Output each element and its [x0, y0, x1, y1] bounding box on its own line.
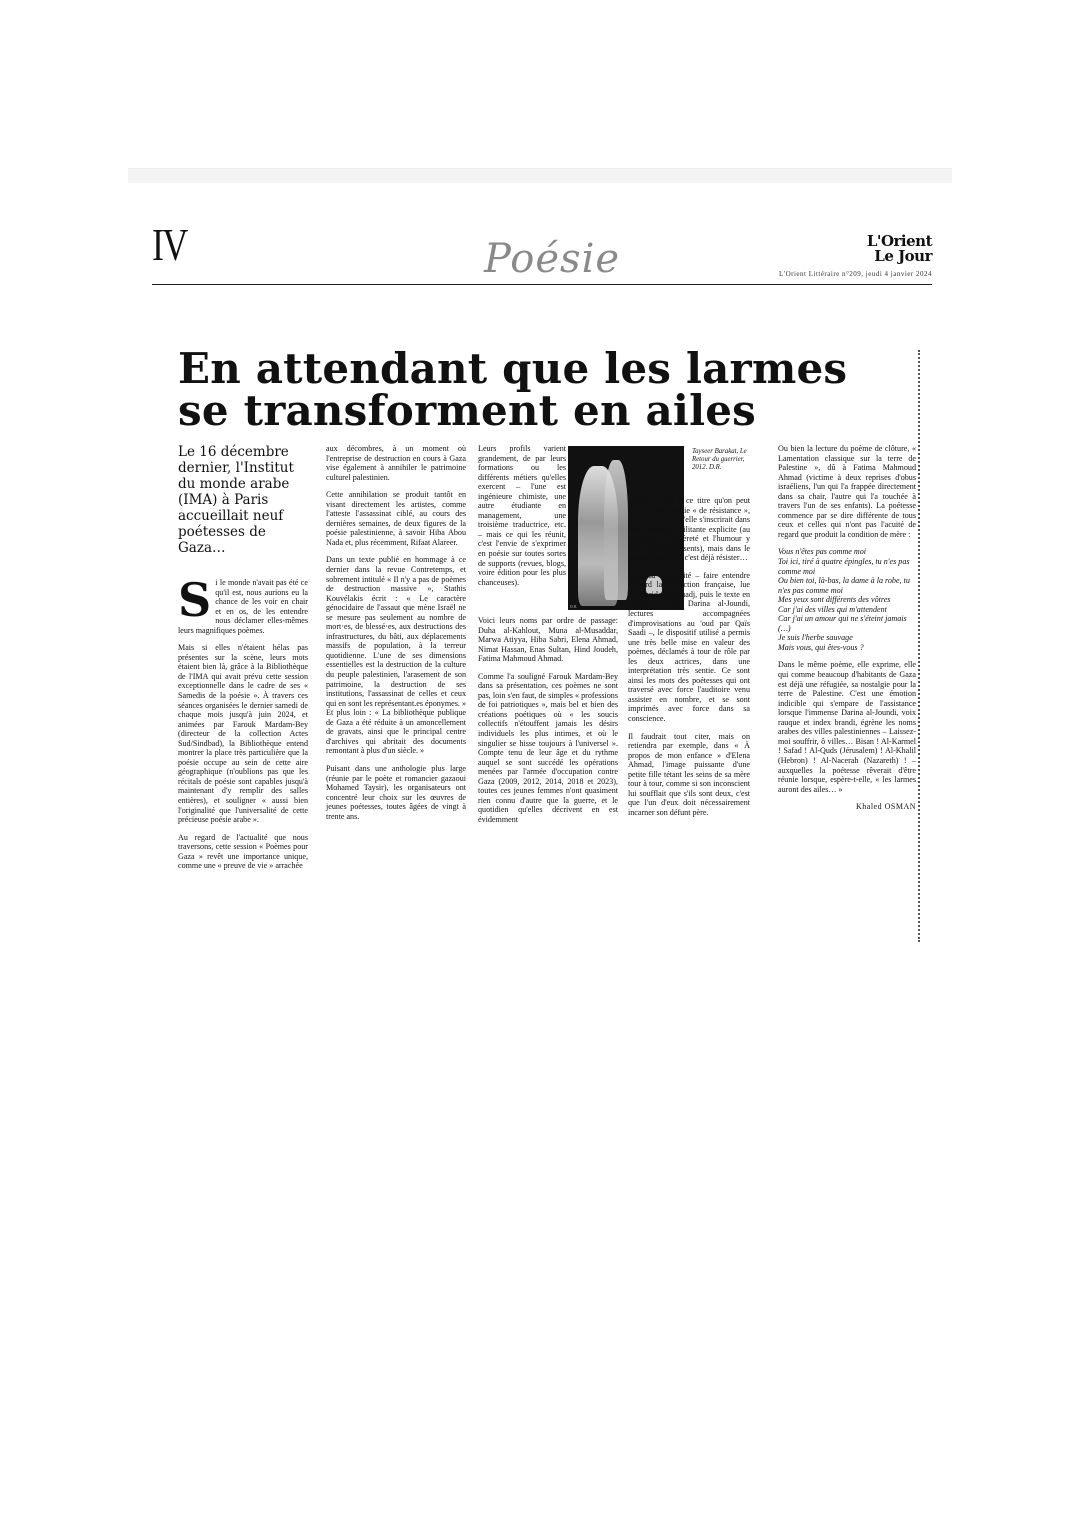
- column-2: [326, 444, 466, 829]
- paragraph: marqué. C'est à ce titre qu'on peut parler d'une poésie « de résistance », pas tant parce qu'elle s'inscrirait dans une démarche militante explicite (au contraire, la légèreté et l'humour y sont souvent présents), mais dans le sens où survivre, c'est déjà résister…: [628, 496, 750, 563]
- paragraph: Mais si elles n'étaient hélas pas présentes sur la scène, leurs mots étaient bien là, grâce à la Bibliothèque de l'IMA qui avait prévu cette session exceptionnelle dans le cadre de ses « Samedis de la poésie ». À travers ces séances organisées le dernier samedi de chaque mois jusqu'à juin 2024, et animées par Farouk Mardam-Bey (directeur de la collection Actes Sud/Sindbad), la Bibliothèque entend montrer la place très particulière que la poésie occupe au sein de cette aire géographique (n'oublions pas que les récitals de poésie sont capables jusqu'à maintenant d'y remplir des salles entières), et souligner « aussi bien l'originalité que l'universalité de cette précieuse poésie arabe ».: [178, 643, 308, 825]
- header-rule: [152, 284, 932, 285]
- paragraph: [178, 573, 308, 635]
- figure-shape: [604, 460, 628, 600]
- column-5: [778, 444, 916, 820]
- paragraph: Il faudrait tout citer, mais on retiendra par exemple, dans « À propos de mon enfance » d'Elena Ahmad, l'image puissante d'une petite fille tétant les seins de sa mère tour à tour, comme si son inconscient lui soufflait que s'ils sont deux, c'est que l'un d'eux doit nécessairement incarner son défunt père.: [628, 731, 750, 817]
- author-signature: Khaled OSMAN: [856, 802, 916, 812]
- poem-line: Mais vous, qui êtes-vous ?: [778, 642, 864, 652]
- paragraph: Puisant dans une anthologie plus large (réunie par le poète et romancier gazaoui Mohamed Taysir), les organisateurs ont concentré leur choix sur les œuvres de jeunes poétesses, toutes âgées de vingt à trente ans.: [326, 763, 466, 821]
- paragraph: Ou bien la lecture du poème de clôture, « Lamentation classique sur la terre de Palestine », dû à Fatima Mahmoud Ahmad (victime à deux reprises d'obus israéliens, l'un qui l'a frappée directement dans sa chair, l'autre qui l'a touchée à travers l'un de ses enfants). La poétesse commence par se dire différente de tous ceux et celles qui n'ont pas l'acuité de regard que produit la condition de mère :: [778, 444, 916, 539]
- paragraph: Dans le même poème, elle exprime, elle qui comme beaucoup d'habitants de Gaza est déjà une réfugiée, sa nostalgie pour la terre de Palestine. C'est une émotion indicible qui s'empare de l'assistance lorsque l'immense Darina al-Joundi, voix rauque et index brandi, égrène les noms arabes des villes palestiniennes – Laissez-moi souffrir, ô villes… Bisan ! Al-Karmel ! Safad ! Al-Quds (Jérusalem) ! Al-Khalil (Hebron) ! Al-Nacerah (Nazareth) ! – auxquelles la poétesse rêverait d'être réunie lorsque, espère-t-elle, « les larmes auront des ailes… »: [778, 660, 916, 794]
- photo-credit: D.R.: [570, 604, 578, 609]
- column-3-lower: [478, 616, 618, 832]
- poem-line: Toi ici, tiré à quatre épingles, tu n'es pas comme moi: [778, 557, 910, 576]
- issue-dateline: L'Orient Littéraire n°209, jeudi 4 janvier 2024: [779, 270, 932, 278]
- page-folio: IV: [152, 219, 187, 270]
- paragraph: Leurs profils varient grandement, de par leurs formations ou les différents métiers qu'elles exercent – l'une est ingénieure chimiste, une autre étudiante en management, une troisième traductrice, etc. – mais ce qui les réunit, c'est l'envie de s'exprimer en poésie sur toutes sortes de supports (revues, blogs, voire édition pour les plus chanceuses).: [478, 444, 566, 587]
- newspaper-page: [152, 219, 932, 942]
- paragraph: Au regard de l'actualité que nous traversons, cette session « Poèmes pour Gaza » revêt une importance unique, comme une « preuve de vie » arrachée: [178, 832, 308, 871]
- poem-excerpt: [778, 547, 916, 652]
- paragraph: aux décombres, à un moment où l'entreprise de destruction en cours à Gaza vise également à annihiler le patrimoine culturel palestinien.: [326, 444, 466, 482]
- poem-line: Ou bien toi, là-bas, la dame à la robe, tu n'es pas comme moi: [778, 576, 910, 595]
- dotted-column-rule: [918, 350, 920, 942]
- logo-line-1: L'Orient: [866, 232, 932, 250]
- section-rubric: Poésie: [484, 236, 621, 282]
- standfirst: Le 16 décembre dernier, l'Institut du monde arabe (IMA) à Paris accueillait neuf poétesses de Gaza…: [178, 444, 294, 556]
- poem-line: Je suis l'herbe sauvage: [778, 633, 853, 643]
- drop-cap: S: [178, 573, 212, 627]
- column-3: [478, 444, 566, 595]
- top-band: [128, 168, 952, 183]
- poem-line: Car j'ai un amour qui ne s'éteint jamais (…): [778, 614, 907, 633]
- poem-line: Vous n'êtes pas comme moi: [778, 547, 867, 557]
- poem-line: Car j'ai des villes qui m'attendent: [778, 604, 887, 614]
- column-4: [628, 496, 750, 826]
- paragraph: Dans sa simplicité – faire entendre d'abord la traduction française, lue par Farida Rahouadj, puis le texte en arabe, lu par Darina al-Joundi, lectures accompagnées d'improvisations au 'oud par Qaïs Saadi –, le dispositif utilisé a permis une très belle mise en valeur des poèmes, déclamés à tour de rôle par les deux actrices, dans une interprétation très sentie. Ce sont ainsi les mots des poétesses qui ont traversé avec force l'auditoire venu assister en nombre, et se sont imprimés avec force dans sa conscience.: [628, 570, 750, 724]
- article-headline: En attendant que les larmes se transforment en ailes: [178, 344, 848, 435]
- logo-line-2: Le Jour: [874, 247, 932, 265]
- photo-caption: Tayseer Barakat, Le Retour du guerrier, 2012. D.R.: [692, 448, 747, 471]
- paragraph: Cette annihilation se produit tantôt en visant directement les artistes, comme l'atteste l'assassinat ciblé, au cours des dernières semaines, de deux figures de la poésie palestinienne, à savoir Hiba Abou Nada et, plus récemment, Rifaat Alareer.: [326, 490, 466, 547]
- newspaper-logo: [860, 234, 932, 264]
- paragraph: Voici leurs noms par ordre de passage: Duha al-Kahlout, Muna al-Musaddar, Marwa Atiyya, Hiba Sabri, Elena Ahmad, Nimat Hassan, Enas Sultan, Hind Joudeh, Fatima Mahmoud Ahmad.: [478, 616, 618, 664]
- paragraph-text: i le monde n'avait pas été ce qu'il est, nous aurions eu la chance de les voir en chair et en os, de les entendre nous déclamer elles-mêmes leurs magnifiques poèmes.: [178, 578, 308, 635]
- column-1: [178, 444, 308, 879]
- paragraph: Comme l'a souligné Farouk Mardam-Bey dans sa présentation, ces poèmes ne sont pas, loin s'en faut, de simples « professions de foi patriotiques », mais bel et bien des créations poétiques où « les soucis collectifs n'étouffent jamais les désirs individuels les plus intimes, et où le singulier se hisse toujours à l'universel ». Compte tenu de leur âge et du rythme auquel se sont succédé les opérations menées par l'armée d'occupation contre Gaza (2009, 2012, 2014, 2018 et 2023), toutes ces jeunes femmes n'ont quasiment rien connu d'autre que la guerre, et le quotidien qu'elles décrivent en est évidemment: [478, 671, 618, 824]
- paragraph: Dans un texte publié en hommage à ce dernier dans la revue Contretemps, et sobrement intitulé « Il n'y a pas de poèmes de destruction massive », Stathis Kouvélakis écrit : « Le caractère génocidaire de l'assaut que mène Israël ne se mesure pas seulement au nombre de mort·es, de blessé·es, aux destructions des infrastructures, du bâti, aux déplacements massifs de population, à la terreur quotidienne. L'une de ses dimensions essentielles est la destruction de la culture du peuple palestinien, l'arasement de son patrimoine, la destruction de ses institutions, l'assassinat de celles et ceux qui en sont les représentant.es éponymes. » Et plus loin : « La bibliothèque publique de Gaza a été réduite à un amoncellement de gravats, ainsi que le principal centre d'archives qui abritait des documents remontant à plus d'un siècle. »: [326, 555, 466, 756]
- poem-line: Mes yeux sont différents des vôtres: [778, 595, 891, 605]
